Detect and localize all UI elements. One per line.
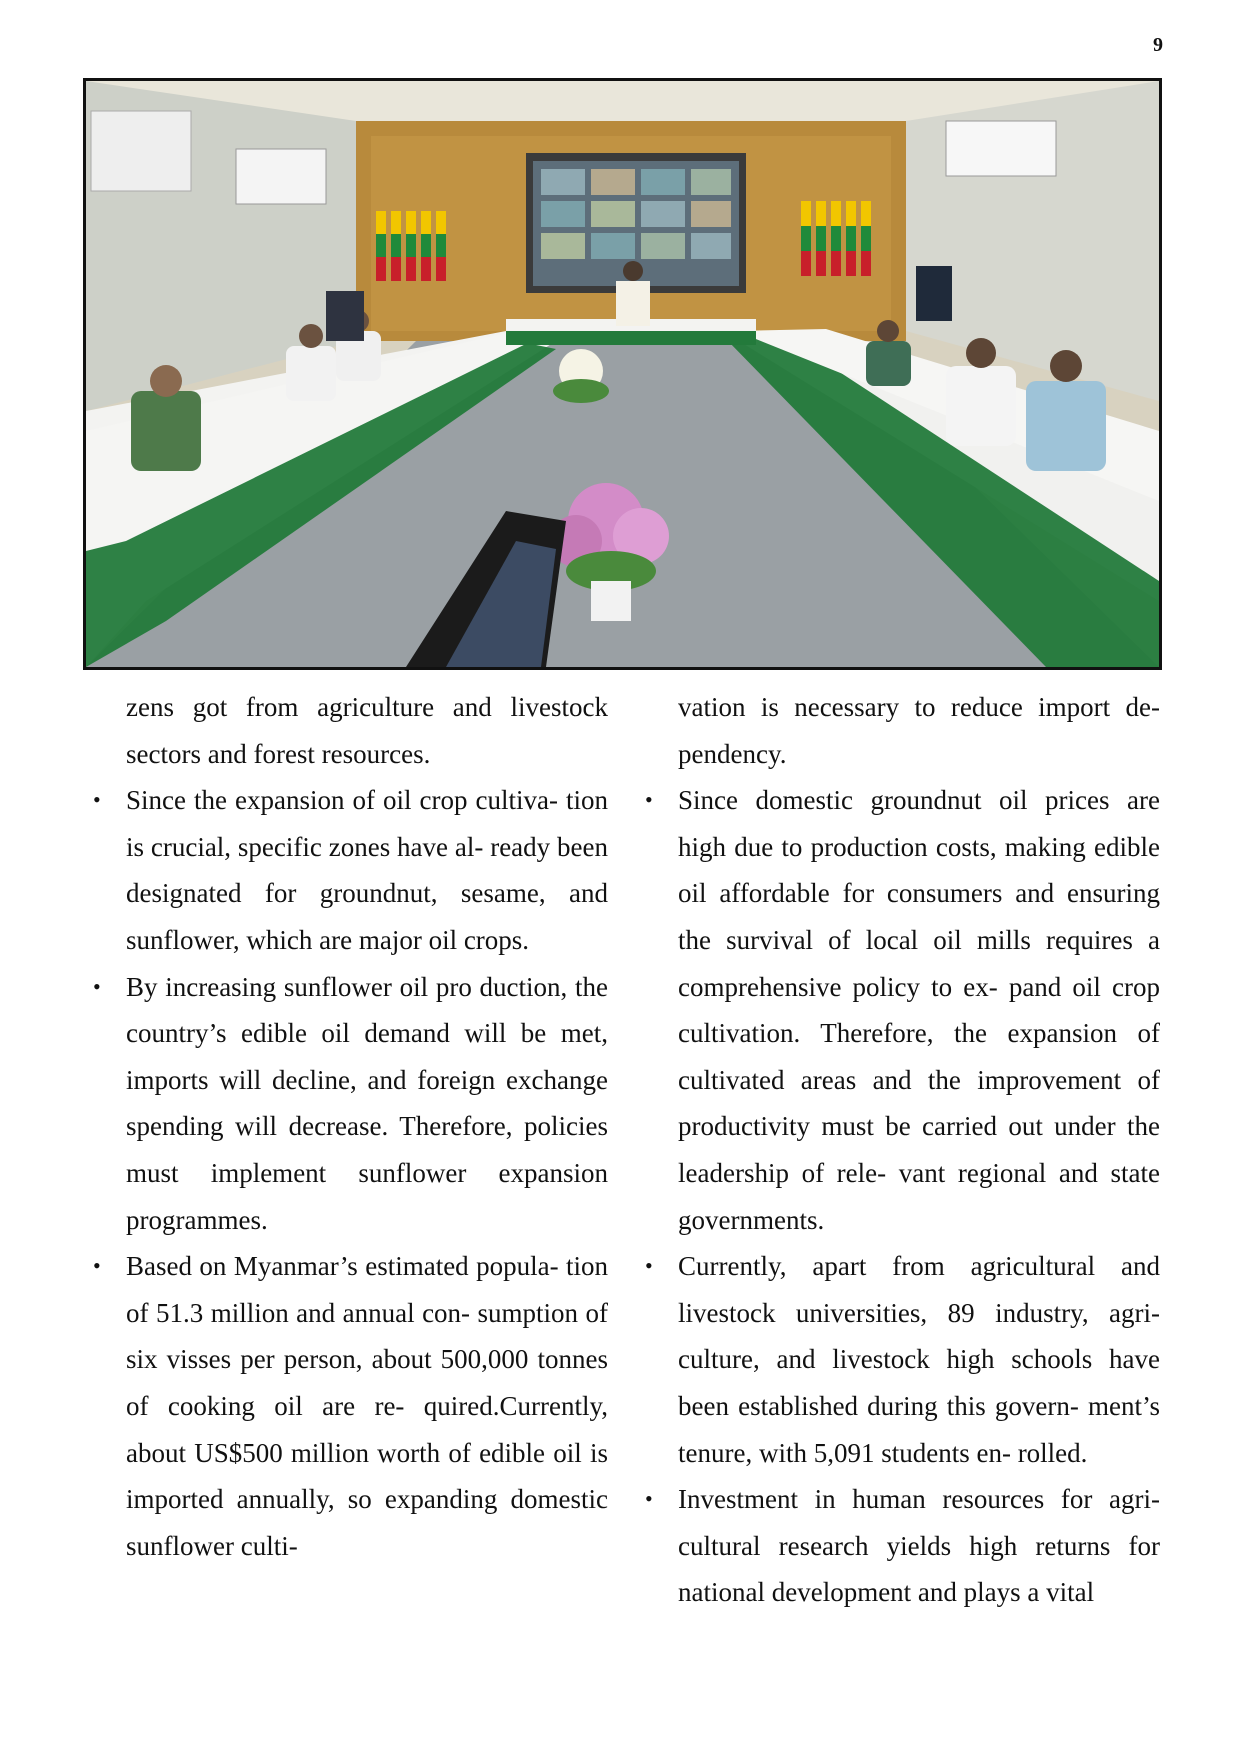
bullet-item: • Since the expansion of oil crop cultiva- tion is crucial, specific zones have al- ready been designated for groundnut, sesame, and sunflower, which are major oil crops. — [88, 777, 608, 963]
bullet-item: • By increasing sunflower oil pro duction, the country’s edible oil demand will be met, imports will decline, and foreign exchange spending will decrease. Therefore, policies must implement sunflower expansion programmes. — [88, 964, 608, 1244]
continuation-paragraph: zens got from agriculture and livestock sectors and forest resources. — [126, 692, 608, 769]
meeting-room-photo — [83, 78, 1162, 670]
bullet-item: • Since domestic groundnut oil prices are high due to production costs, making edible oil affordable for consumers and ensuring the survival of local oil mills requires a comprehensive policy to ex- pand oil crop cultivation. Therefore, the expansion of cultivated areas and the improvement of productivity must be carried out under the leadership of rele- vant regional and state governments. — [640, 777, 1160, 1243]
continuation-paragraph: vation is necessary to reduce import de- pendency. — [678, 692, 1160, 769]
left-text-column — [88, 684, 608, 1569]
bullet-list — [88, 777, 608, 1569]
page-number: 9 — [1153, 34, 1163, 56]
bullet-list — [640, 777, 1160, 1616]
bullet-item: • Based on Myanmar’s estimated popula- tion of 51.3 million and annual con- sumption of six visses per person, about 500,000 tonnes of cooking oil are re- quired.Currently, about US$500 million worth of edible oil is imported annually, so expanding domestic sunflower culti- — [88, 1243, 608, 1569]
right-text-column — [640, 684, 1160, 1616]
meeting-room-illustration — [86, 81, 1159, 667]
bullet-item: • Investment in human resources for agri- cultural research yields high returns for national development and plays a vital — [640, 1476, 1160, 1616]
bullet-item: • Currently, apart from agricultural and livestock universities, 89 industry, agri- culture, and livestock high schools have been established during this govern- ment’s tenure, with 5,091 students en- rolled. — [640, 1243, 1160, 1476]
